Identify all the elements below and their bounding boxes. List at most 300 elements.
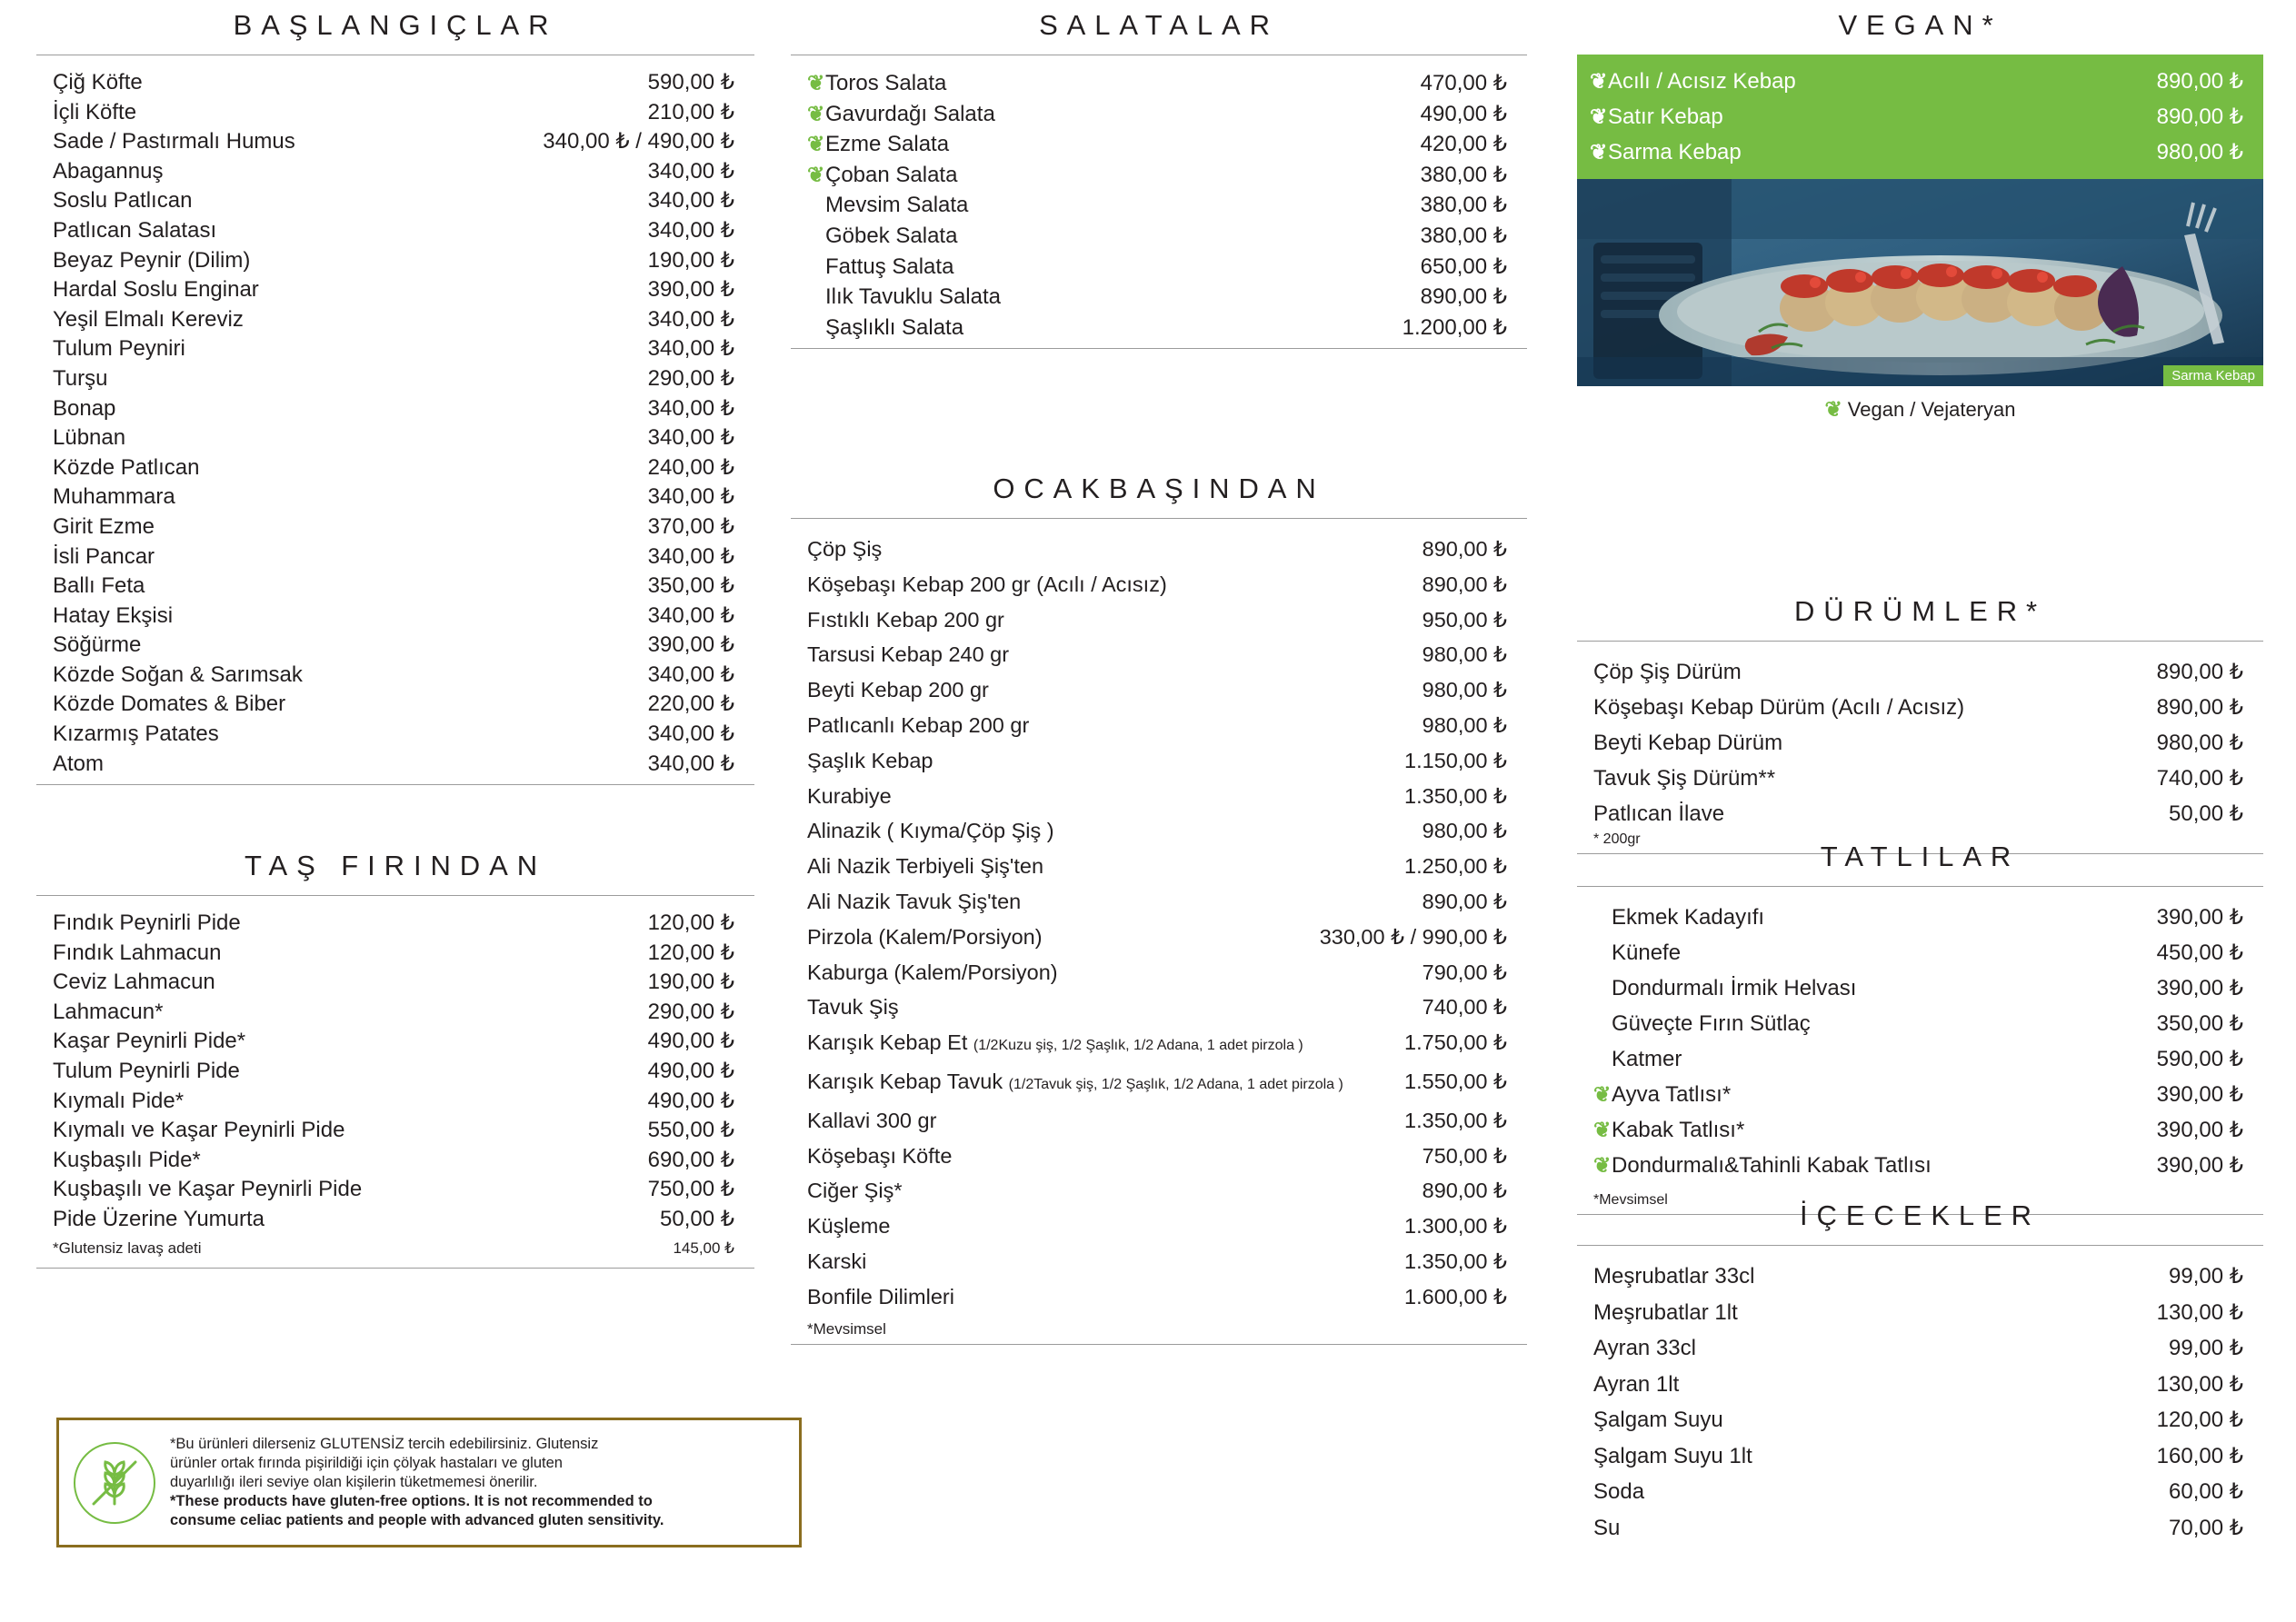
list-item — [1577, 1006, 2263, 1041]
photo-illustration — [1577, 179, 2263, 386]
vegan-leaf-icon: ❦ — [807, 132, 825, 156]
section-title-tas-firindan: TAŞ FIRINDAN — [244, 850, 547, 881]
list-item — [791, 567, 1527, 602]
item-name: Fındık Peynirli Pide — [53, 911, 241, 935]
list-item — [1577, 99, 2263, 134]
list-item — [1577, 1077, 2263, 1112]
item-name: Bonfile Dilimleri — [807, 1284, 954, 1309]
item-price: 550,00 ₺ — [647, 1118, 734, 1143]
list-item — [1577, 1367, 2263, 1403]
item-name: Ali Nazik Terbiyeli Şiş'ten — [807, 854, 1044, 879]
item-name: Toros Salata — [825, 71, 947, 95]
list-item — [791, 708, 1527, 743]
item-name: Ciğer Şiş* — [807, 1179, 903, 1203]
item-name: Künefe — [1612, 940, 1682, 965]
gluten-line-5: consume celiac patients and people with advanced gluten sensitivity. — [170, 1512, 664, 1528]
item-price: 340,00 ₺ — [647, 425, 734, 451]
vegan-leaf-icon: ❦ — [1590, 69, 1608, 93]
item-name: Beyti Kebap Dürüm — [1593, 731, 1783, 755]
vegan-leaf-placeholder — [807, 313, 825, 343]
vegan-leaf-icon: ❦ — [807, 101, 825, 125]
item-price: 450,00 ₺ — [2156, 940, 2243, 965]
list-item — [791, 282, 1527, 313]
item-price: 490,00 ₺ — [647, 1058, 734, 1083]
list-item — [791, 1103, 1527, 1139]
list-item — [36, 542, 754, 572]
gluten-notice-text — [170, 1435, 664, 1530]
item-name: Çöp Şiş Dürüm — [1593, 660, 1742, 684]
item-price: 690,00 ₺ — [647, 1147, 734, 1172]
item-price: 120,00 ₺ — [2156, 1408, 2243, 1432]
item-price: 70,00 ₺ — [2169, 1515, 2243, 1540]
section-title-icecekler: İÇECEKLER — [1799, 1199, 2041, 1231]
section-baslangiclar — [36, 9, 754, 785]
list-item — [1577, 1295, 2263, 1331]
list-item — [791, 813, 1527, 849]
list-item — [1577, 654, 2263, 690]
item-price: 340,00 ₺ — [647, 158, 734, 184]
item-name: Soslu Patlıcan — [53, 188, 193, 214]
item-price: 890,00 ₺ — [2156, 695, 2243, 720]
item-price: 950,00 ₺ — [1422, 607, 1507, 632]
item-price: 980,00 ₺ — [2156, 731, 2243, 755]
section-salatalar — [791, 9, 1527, 349]
item-price: 370,00 ₺ — [647, 513, 734, 539]
item-price: 890,00 ₺ — [1420, 284, 1507, 310]
gluten-line-1: *Bu ürünleri dilerseniz GLUTENSİZ tercih edebilirsiniz. Glutensiz — [170, 1436, 599, 1452]
list-item — [1577, 64, 2263, 99]
item-name: Ekmek Kadayıfı — [1612, 905, 1765, 930]
vegan-legend-label: Vegan / Vejateryan — [1847, 398, 2016, 421]
ocakbasindan-items — [791, 518, 1527, 1345]
list-item — [36, 334, 754, 364]
item-name: Patlıcanlı Kebap 200 gr — [807, 712, 1030, 737]
list-item — [36, 305, 754, 335]
item-price: 190,00 ₺ — [647, 970, 734, 995]
item-price: 210,00 ₺ — [647, 99, 734, 124]
section-title-vegan: VEGAN* — [1838, 9, 2002, 41]
vegan-leaf-placeholder — [1593, 1041, 1612, 1077]
vegan-leaf-placeholder — [807, 252, 825, 282]
list-item — [36, 998, 754, 1028]
item-detail: (1/2Kuzu şiş, 1/2 Şaşlık, 1/2 Adana, 1 adet pirzola ) — [973, 1038, 1303, 1054]
item-name: Alinazik ( Kıyma/Çöp Şiş ) — [807, 819, 1054, 843]
section-title-baslangiclar: BAŞLANGIÇLAR — [233, 9, 558, 41]
wheat-crossed-icon — [74, 1442, 155, 1524]
item-price: 980,00 ₺ — [2156, 140, 2243, 164]
item-name: Atom — [53, 751, 105, 776]
item-price: 350,00 ₺ — [2156, 1011, 2243, 1036]
item-price: 590,00 ₺ — [2156, 1047, 2243, 1071]
footnote-text: *Glutensiz lavaş adeti — [53, 1239, 202, 1257]
list-item — [1577, 900, 2263, 935]
item-name: Mevsim Salata — [825, 193, 969, 218]
list-item — [1577, 1112, 2263, 1148]
item-price: 590,00 ₺ — [647, 70, 734, 95]
item-name: Sade / Pastırmalı Humus — [53, 129, 295, 154]
item-name: Şaşlık Kebap — [807, 748, 933, 772]
list-item — [791, 532, 1527, 567]
list-item — [36, 1057, 754, 1087]
item-price: 890,00 ₺ — [1422, 572, 1507, 596]
item-name: Acılı / Acısız Kebap — [1608, 69, 1796, 94]
item-name-with-detail — [807, 1025, 1392, 1064]
item-name: Köşebaşı Köfte — [807, 1143, 953, 1168]
item-price: 490,00 ₺ — [647, 1088, 734, 1113]
section-ocakbasindan — [791, 473, 1527, 1345]
list-item — [791, 160, 1527, 191]
list-item — [791, 190, 1527, 221]
item-name: Satır Kebap — [1608, 104, 1723, 129]
item-name: Beyti Kebap 200 gr — [807, 678, 989, 702]
durumler-footnote: * 200gr — [1593, 831, 1641, 847]
item-name: Çiğ Köfte — [53, 70, 143, 95]
item-price: 390,00 ₺ — [2156, 1118, 2243, 1142]
list-item — [36, 275, 754, 305]
item-name: Katmer — [1612, 1047, 1682, 1071]
list-item — [1577, 725, 2263, 761]
list-item — [791, 129, 1527, 160]
vegan-leaf-placeholder — [1593, 900, 1612, 935]
item-price: 380,00 ₺ — [1420, 193, 1507, 218]
item-name: Karski — [807, 1249, 867, 1273]
list-item — [36, 1175, 754, 1205]
list-item — [791, 743, 1527, 779]
item-name: Közde Domates & Biber — [53, 692, 286, 717]
item-name: Ayran 33cl — [1593, 1336, 1696, 1360]
item-price: 980,00 ₺ — [1422, 712, 1507, 737]
item-price: 340,00 ₺ — [647, 484, 734, 510]
tas-firindan-items — [36, 895, 754, 1269]
vegan-leaf-placeholder — [1593, 935, 1612, 970]
item-price: 420,00 ₺ — [1420, 132, 1507, 157]
gluten-line-2: ürünler ortak fırında pişirildiği için çölyak hastaları ve gluten — [170, 1455, 563, 1471]
item-price: 340,00 ₺ — [647, 217, 734, 243]
list-item — [36, 1205, 754, 1235]
tatlilar-items — [1577, 886, 2263, 1215]
list-item — [1577, 1330, 2263, 1367]
item-name: Dondurmalı&Tahinli Kabak Tatlısı — [1612, 1153, 1932, 1178]
item-price: 1.350,00 ₺ — [1404, 783, 1507, 808]
list-item — [36, 453, 754, 483]
item-name: Beyaz Peynir (Dilim) — [53, 247, 251, 273]
item-name: Tavuk Şiş Dürüm** — [1593, 766, 1776, 791]
item-name: Fattuş Salata — [825, 254, 954, 279]
item-name: Meşrubatlar 33cl — [1593, 1264, 1755, 1289]
item-price: 980,00 ₺ — [1422, 642, 1507, 667]
list-item — [1577, 1402, 2263, 1438]
item-name: Kuşbaşılı ve Kaşar Peynirli Pide — [53, 1177, 363, 1202]
list-item — [791, 1244, 1527, 1279]
salatalar-items — [791, 55, 1527, 349]
item-price: 120,00 ₺ — [647, 911, 734, 935]
list-item — [36, 98, 754, 128]
item-price: 650,00 ₺ — [1420, 254, 1507, 279]
list-item — [1577, 970, 2263, 1006]
section-title-salatalar: SALATALAR — [1039, 9, 1279, 41]
item-name: Ceviz Lahmacun — [53, 970, 215, 995]
item-price: 50,00 ₺ — [2169, 801, 2243, 826]
list-item — [1577, 796, 2263, 831]
list-item — [791, 1209, 1527, 1244]
vegan-legend — [1577, 386, 2263, 425]
item-name: Şalgam Suyu 1lt — [1593, 1443, 1752, 1468]
item-price: 340,00 ₺ — [647, 543, 734, 569]
list-item — [36, 364, 754, 394]
list-item — [36, 690, 754, 720]
item-price: 50,00 ₺ — [660, 1206, 734, 1231]
item-price: 130,00 ₺ — [2156, 1299, 2243, 1325]
item-name: Su — [1593, 1515, 1621, 1540]
list-item — [36, 909, 754, 939]
list-item — [36, 720, 754, 750]
item-name: Ayva Tatlısı* — [1612, 1082, 1732, 1107]
list-item — [791, 68, 1527, 99]
item-name: Turşu — [53, 365, 108, 391]
item-name: Hardal Soslu Enginar — [53, 277, 259, 303]
gluten-line-3: duyarlılığı ileri seviye olan kişilerin tüketmemesi önerilir. — [170, 1474, 538, 1490]
item-name: Muhammara — [53, 484, 175, 510]
list-item — [791, 99, 1527, 130]
item-name: Soda — [1593, 1479, 1645, 1504]
item-price: 340,00 ₺ — [647, 188, 734, 214]
section-title-tatlilar: TATLILAR — [1820, 841, 2021, 872]
item-name: Közde Patlıcan — [53, 454, 200, 480]
list-item — [36, 246, 754, 276]
icecekler-items — [1577, 1245, 2263, 1551]
list-item — [791, 1139, 1527, 1174]
item-name: Kallavi 300 gr — [807, 1108, 937, 1132]
item-name: Köşebaşı Kebap 200 gr (Acılı / Acısız) — [807, 572, 1167, 596]
item-price: 330,00 ₺ / 990,00 ₺ — [1319, 924, 1507, 949]
item-name: Abagannuş — [53, 158, 164, 184]
item-name: Hatay Ekşisi — [53, 602, 174, 628]
list-item — [791, 313, 1527, 343]
list-item — [36, 939, 754, 969]
sarma-kebap-photo — [1577, 179, 2263, 386]
item-price: 340,00 ₺ — [647, 306, 734, 332]
list-item — [791, 672, 1527, 708]
vegan-leaf-icon: ❦ — [807, 162, 825, 186]
list-item — [791, 1025, 1527, 1064]
list-item — [791, 1279, 1527, 1315]
item-price: 390,00 ₺ — [2156, 1153, 2243, 1178]
item-price: 290,00 ₺ — [647, 365, 734, 391]
item-name: Şalgam Suyu — [1593, 1408, 1723, 1432]
list-item — [791, 955, 1527, 990]
item-name: Tulum Peyniri — [53, 336, 185, 362]
item-price: 1.350,00 ₺ — [1404, 1108, 1507, 1132]
item-price: 160,00 ₺ — [2156, 1443, 2243, 1468]
item-name: Bonap — [53, 395, 116, 421]
item-price: 340,00 ₺ — [647, 336, 734, 362]
vegan-leaf-icon: ❦ — [1590, 140, 1608, 164]
footnote-price: 145,00 ₺ — [673, 1239, 734, 1257]
list-item — [791, 920, 1527, 955]
item-price: 220,00 ₺ — [647, 692, 734, 717]
item-name: Fındık Lahmacun — [53, 940, 222, 965]
item-price: 340,00 ₺ — [647, 751, 734, 776]
vegan-leaf-icon: ❦ — [1593, 1118, 1612, 1141]
item-price: 380,00 ₺ — [1420, 223, 1507, 248]
item-name: İsli Pancar — [53, 543, 155, 569]
item-price: 470,00 ₺ — [1420, 71, 1507, 95]
list-item — [36, 968, 754, 998]
item-price: 340,00 ₺ — [647, 395, 734, 421]
vegan-leaf-placeholder — [1593, 970, 1612, 1006]
item-name: Ezme Salata — [825, 132, 950, 157]
item-price: 1.250,00 ₺ — [1404, 854, 1507, 879]
list-item — [1577, 690, 2263, 725]
list-item — [791, 221, 1527, 252]
item-name-with-detail — [807, 1064, 1392, 1103]
list-item — [1577, 134, 2263, 170]
item-name: Dondurmalı İrmik Helvası — [1612, 976, 1857, 1000]
list-item — [791, 602, 1527, 638]
item-name: Ballı Feta — [53, 573, 145, 599]
item-price: 740,00 ₺ — [1422, 995, 1507, 1020]
list-item — [1577, 1474, 2263, 1510]
section-title-ocakbasindan: OCAKBAŞINDAN — [993, 473, 1325, 504]
item-price: 890,00 ₺ — [2156, 69, 2243, 94]
list-item — [1577, 1259, 2263, 1295]
item-name: Gavurdağı Salata — [825, 101, 995, 126]
item-name: Meşrubatlar 1lt — [1593, 1299, 1738, 1325]
item-name: Kaşar Peynirli Pide* — [53, 1029, 246, 1054]
gluten-line-4: *These products have gluten-free options. It is not recommended to — [170, 1493, 653, 1509]
vegan-leaf-icon: ❦ — [1590, 104, 1608, 128]
list-item — [36, 750, 754, 780]
item-name: Ayran 1lt — [1593, 1371, 1680, 1397]
vegan-leaf-icon: ❦ — [807, 71, 825, 95]
item-name: Yeşil Elmalı Kereviz — [53, 306, 244, 332]
list-item — [36, 483, 754, 512]
list-item — [791, 252, 1527, 283]
item-price: 340,00 ₺ — [647, 662, 734, 687]
item-price: 350,00 ₺ — [647, 573, 734, 599]
item-price: 740,00 ₺ — [2156, 766, 2243, 791]
vegan-leaf-icon: ❦ — [1593, 1153, 1612, 1177]
item-price: 340,00 ₺ — [647, 602, 734, 628]
item-name: Tarsusi Kebap 240 gr — [807, 642, 1010, 667]
item-price: 490,00 ₺ — [647, 1029, 734, 1054]
item-price: 340,00 ₺ — [647, 721, 734, 747]
list-item — [36, 1146, 754, 1176]
list-item — [36, 572, 754, 602]
item-price: 60,00 ₺ — [2169, 1479, 2243, 1504]
item-price: 390,00 ₺ — [2156, 905, 2243, 930]
item-price: 890,00 ₺ — [1422, 889, 1507, 913]
item-name: Patlıcan Salatası — [53, 217, 217, 243]
item-detail: (1/2Tavuk şiş, 1/2 Şaşlık, 1/2 Adana, 1 adet pirzola ) — [1008, 1076, 1343, 1092]
item-price: 1.600,00 ₺ — [1404, 1284, 1507, 1309]
item-price: 1.200,00 ₺ — [1402, 314, 1507, 340]
item-price: 390,00 ₺ — [2156, 976, 2243, 1000]
list-item — [36, 602, 754, 632]
item-name: Kurabiye — [807, 783, 892, 808]
item-name: Söğürme — [53, 632, 142, 658]
list-item — [791, 884, 1527, 920]
tatlilar-footnote: *Mevsimsel — [1593, 1192, 1668, 1208]
item-price: 120,00 ₺ — [647, 940, 734, 965]
list-item — [36, 1027, 754, 1057]
item-price: 750,00 ₺ — [1422, 1143, 1507, 1168]
list-item — [36, 512, 754, 542]
list-item — [791, 637, 1527, 672]
item-name: Köşebaşı Kebap Dürüm (Acılı / Acısız) — [1593, 695, 1965, 720]
item-name: Girit Ezme — [53, 513, 155, 539]
section-title-durumler: DÜRÜMLER* — [1793, 595, 2047, 627]
item-price: 1.350,00 ₺ — [1404, 1249, 1507, 1273]
item-name: İçli Köfte — [53, 99, 137, 124]
photo-caption: Sarma Kebap — [2163, 365, 2263, 386]
list-item — [1577, 935, 2263, 970]
item-price: 890,00 ₺ — [2156, 660, 2243, 684]
item-name: Sarma Kebap — [1608, 140, 1742, 164]
tas-firindan-footnote-row — [36, 1235, 754, 1262]
item-price: 490,00 ₺ — [1420, 101, 1507, 126]
section-icecekler — [1577, 1199, 2263, 1551]
list-item — [791, 990, 1527, 1025]
list-item — [791, 1173, 1527, 1209]
item-name: Kıymalı Pide* — [53, 1088, 185, 1113]
item-price: 890,00 ₺ — [2156, 104, 2243, 129]
item-price: 130,00 ₺ — [2156, 1371, 2243, 1397]
item-price: 790,00 ₺ — [1422, 960, 1507, 984]
item-name: Tulum Peynirli Pide — [53, 1058, 240, 1083]
item-name: Karışık Kebap Et — [807, 1030, 968, 1055]
list-item — [36, 186, 754, 216]
list-item — [36, 216, 754, 246]
vegan-leaf-icon: ❦ — [1824, 397, 1842, 421]
list-item — [36, 631, 754, 661]
list-item — [1577, 1438, 2263, 1475]
gluten-free-notice — [56, 1418, 802, 1547]
item-name: Çoban Salata — [825, 162, 958, 187]
item-name: Kaburga (Kalem/Porsiyon) — [807, 960, 1058, 984]
list-item — [791, 1064, 1527, 1103]
section-vegan — [1577, 9, 2263, 425]
item-name: Kıymalı ve Kaşar Peynirli Pide — [53, 1118, 345, 1143]
item-name: Güveçte Fırın Sütlaç — [1612, 1011, 1811, 1036]
item-name: Fıstıklı Kebap 200 gr — [807, 607, 1004, 632]
item-name: Kızarmış Patates — [53, 721, 219, 747]
list-item — [36, 127, 754, 157]
vegan-highlight-band — [1577, 55, 2263, 179]
vegan-leaf-placeholder — [807, 282, 825, 312]
item-name: Közde Soğan & Sarımsak — [53, 662, 303, 687]
item-name: Tavuk Şiş — [807, 995, 899, 1020]
item-price: 390,00 ₺ — [647, 277, 734, 303]
vegan-leaf-icon: ❦ — [1593, 1082, 1612, 1106]
section-durumler — [1577, 595, 2263, 854]
item-price: 980,00 ₺ — [1422, 678, 1507, 702]
list-item — [36, 157, 754, 187]
item-name: Pide Üzerine Yumurta — [53, 1206, 265, 1231]
item-price: 890,00 ₺ — [1422, 537, 1507, 561]
item-name: Pirzola (Kalem/Porsiyon) — [807, 924, 1043, 949]
item-price: 750,00 ₺ — [647, 1177, 734, 1202]
item-price: 1.750,00 ₺ — [1404, 1030, 1507, 1055]
item-price: 290,00 ₺ — [647, 999, 734, 1024]
ocakbasindan-footnote: *Mevsimsel — [807, 1319, 886, 1338]
item-name: Karışık Kebap Tavuk — [807, 1069, 1003, 1093]
item-price: 340,00 ₺ / 490,00 ₺ — [543, 129, 734, 154]
item-name: Ali Nazik Tavuk Şiş'ten — [807, 889, 1022, 913]
section-tatlilar — [1577, 841, 2263, 1215]
item-name: Lahmacun* — [53, 999, 164, 1024]
item-name: Ilık Tavuklu Salata — [825, 284, 1001, 310]
